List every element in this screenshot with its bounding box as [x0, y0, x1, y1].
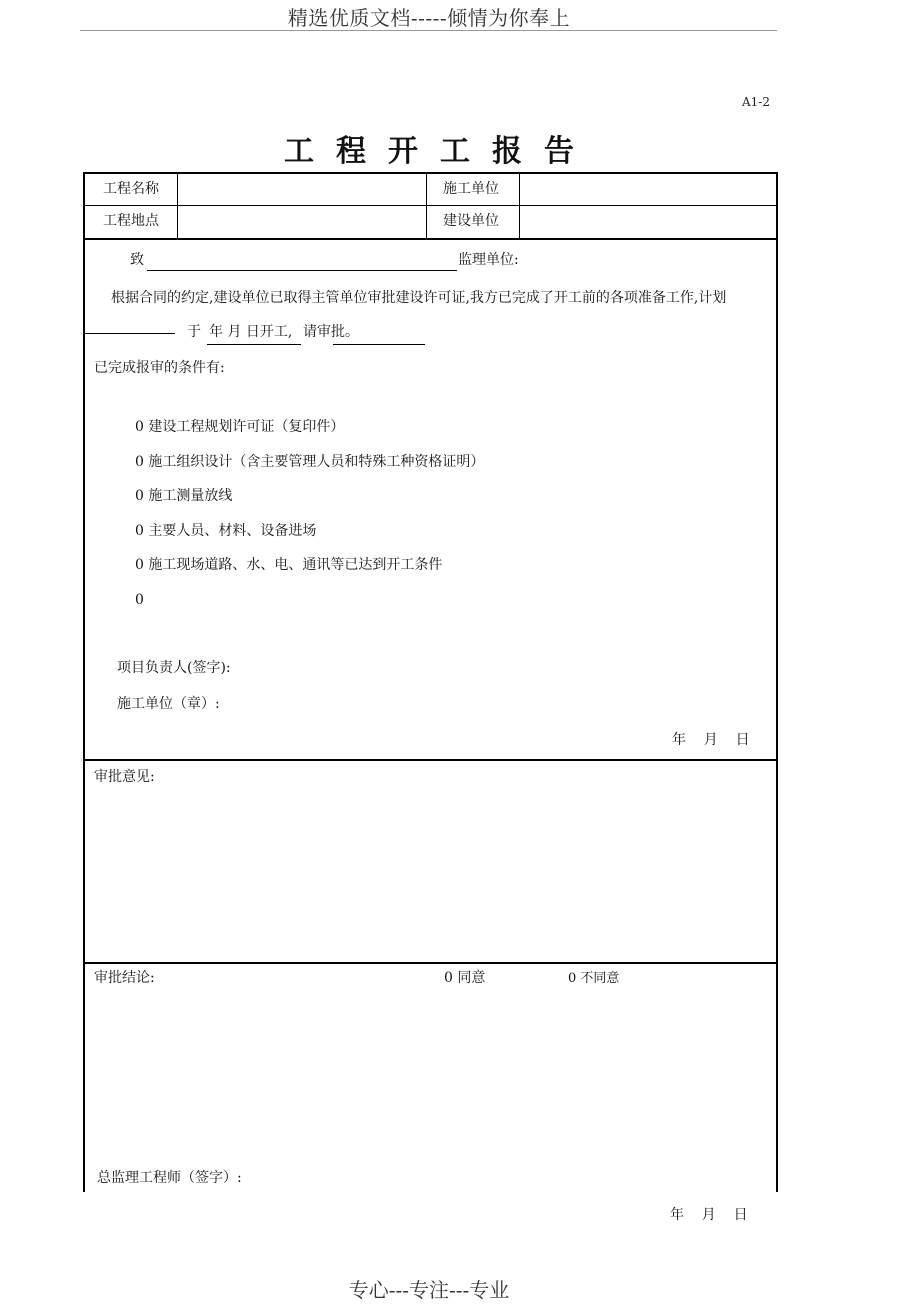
- project-location-label: 工程地点: [103, 213, 159, 229]
- conditions-heading: 已完成报审的条件有:: [94, 360, 225, 376]
- project-name-label: 工程名称: [103, 181, 159, 197]
- application-section: [83, 238, 778, 759]
- condition-item[interactable]: 0 施工现场道路、水、电、通讯等已达到开工条件: [135, 557, 443, 573]
- info-col-divider: [426, 174, 427, 238]
- form-title: 工程开工报告: [284, 134, 596, 169]
- condition-item[interactable]: 0: [135, 592, 144, 608]
- start-date-underline[interactable]: [207, 344, 301, 345]
- info-col-divider: [177, 174, 178, 238]
- letter-body: 根据合同的约定,建设单位已取得主管单位审批建设许可证,我方已完成了开工前的各项准备工作,计划: [111, 290, 727, 306]
- condition-item[interactable]: 0 施工组织设计（含主要管理人员和特殊工种资格证明）: [135, 454, 485, 470]
- condition-item[interactable]: 0 主要人员、材料、设备进场: [135, 523, 317, 539]
- approval-conclusion-label: 审批结论:: [94, 970, 155, 986]
- condition-item[interactable]: 0 建设工程规划许可证（复印件）: [135, 419, 345, 435]
- application-date: 年 月 日: [672, 732, 750, 748]
- footer-text: 专心---专注---专业: [348, 1278, 510, 1302]
- chief-engineer-sign-label: 总监理工程师（签字）:: [97, 1170, 242, 1186]
- approval-conclusion-section: [83, 962, 778, 1192]
- approval-opinion-area[interactable]: [85, 791, 776, 962]
- plan-blank[interactable]: [85, 333, 175, 334]
- info-col-divider: [519, 174, 520, 238]
- developer-unit-field[interactable]: [521, 206, 774, 236]
- approval-opinion-label: 审批意见:: [94, 769, 155, 785]
- disagree-option[interactable]: 0 不同意: [568, 971, 620, 986]
- agree-option[interactable]: 0 同意: [444, 970, 486, 986]
- header-banner: 精选优质文档-----倾情为你奉上: [287, 6, 571, 30]
- condition-item[interactable]: 0 施工测量放线: [135, 488, 233, 504]
- to-label: 致: [130, 252, 144, 268]
- request-underline[interactable]: [333, 344, 425, 345]
- construction-unit-field[interactable]: [521, 174, 774, 205]
- unit-seal-label: 施工单位（章）:: [117, 696, 220, 712]
- approval-opinion-section: [83, 759, 778, 964]
- supervisor-name-blank[interactable]: [147, 270, 457, 271]
- project-location-field[interactable]: [179, 206, 425, 236]
- developer-unit-label: 建设单位: [443, 213, 499, 229]
- yu-label: 于: [187, 324, 201, 340]
- start-date-phrase: 年 月 日开工,: [209, 324, 293, 340]
- construction-unit-label: 施工单位: [443, 181, 499, 197]
- project-name-field[interactable]: [179, 174, 425, 205]
- manager-sign-label: 项目负责人(签字):: [117, 660, 231, 676]
- final-date: 年 月 日: [670, 1207, 748, 1223]
- header-rule: [80, 30, 777, 31]
- form-code: A1-2: [742, 95, 770, 109]
- supervisor-label: 监理单位:: [458, 252, 519, 268]
- request-label: 请审批。: [303, 324, 359, 340]
- info-table: [83, 172, 778, 240]
